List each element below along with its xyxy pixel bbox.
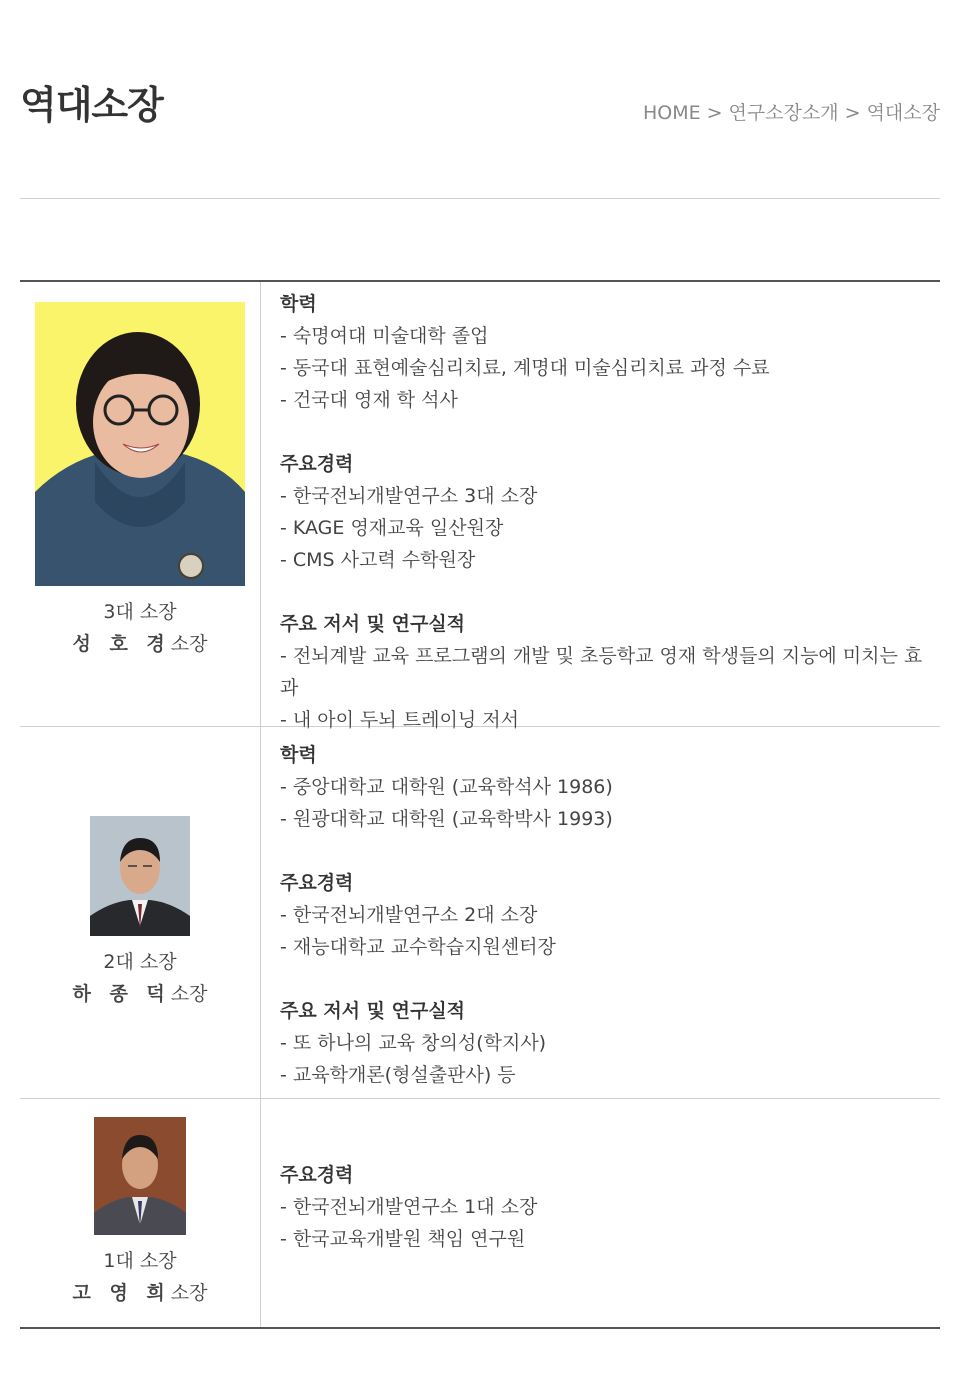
director-title: 소장: [170, 633, 208, 655]
director-profile: [20, 727, 261, 1098]
works-item: - 또 하나의 교육 창의성(학지사): [280, 1032, 547, 1054]
director-caption: [72, 1245, 207, 1309]
director-name: 성 호 경: [72, 633, 171, 655]
director-caption: [72, 596, 207, 660]
career-heading: 주요경력: [280, 872, 354, 894]
director-order: 3대 소장: [103, 601, 177, 623]
career-heading: 주요경력: [280, 1164, 354, 1186]
education-item: - 중앙대학교 대학원 (교육학석사 1986): [280, 776, 613, 798]
works-heading: 주요 저서 및 연구실적: [280, 613, 466, 635]
career-item: - 한국전뇌개발연구소 2대 소장: [280, 904, 538, 926]
education-heading: 학력: [280, 744, 317, 766]
career-item: - CMS 사고력 수학원장: [280, 549, 476, 571]
breadcrumb-home[interactable]: HOME: [642, 102, 701, 124]
director-photo: [35, 302, 245, 586]
director-caption: [72, 946, 207, 1010]
breadcrumb-separator: >: [706, 102, 723, 124]
director-details: [261, 1099, 940, 1327]
director-photo: [90, 816, 190, 936]
breadcrumb: [643, 98, 940, 125]
director-photo: [94, 1117, 186, 1235]
career-heading: 주요경력: [280, 453, 354, 475]
page-title: 역대소장: [20, 83, 163, 127]
director-details: [261, 282, 940, 731]
director-row: [20, 1099, 940, 1327]
education-heading: 학력: [280, 293, 317, 315]
education-item: - 숙명여대 미술대학 졸업: [280, 325, 489, 347]
header-divider: [20, 198, 940, 199]
director-title: 소장: [170, 1282, 208, 1304]
director-title: 소장: [170, 982, 208, 1005]
director-name: 고 영 희: [72, 1282, 171, 1304]
works-item: - 내 아이 두뇌 트레이닝 저서: [280, 709, 519, 731]
director-name: 하 종 덕: [72, 982, 171, 1005]
career-item: - 한국전뇌개발연구소 3대 소장: [280, 485, 538, 507]
directors-table: [20, 280, 940, 1329]
works-heading: 주요 저서 및 연구실적: [280, 1000, 466, 1022]
breadcrumb-separator: >: [844, 102, 861, 124]
works-item: - 전뇌계발 교육 프로그램의 개발 및 초등학교 영재 학생들의 지능에 미치는 효과: [280, 645, 923, 699]
director-order: 2대 소장: [103, 950, 177, 973]
director-row: [20, 727, 940, 1099]
education-item: - 원광대학교 대학원 (교육학박사 1993): [280, 808, 613, 830]
breadcrumb-current: 역대소장: [866, 102, 940, 124]
director-details: [261, 727, 940, 1098]
career-item: - 한국교육개발원 책임 연구원: [280, 1228, 526, 1250]
career-item: - 한국전뇌개발연구소 1대 소장: [280, 1196, 538, 1218]
career-item: - 재능대학교 교수학습지원센터장: [280, 936, 556, 958]
education-item: - 건국대 영재 학 석사: [280, 389, 458, 411]
breadcrumb-parent[interactable]: 연구소장소개: [728, 102, 839, 124]
director-row: [20, 282, 940, 731]
education-item: - 동국대 표현예술심리치료, 계명대 미술심리치료 과정 수료: [280, 357, 770, 379]
director-profile: [20, 1099, 261, 1327]
director-profile: [20, 282, 261, 726]
director-order: 1대 소장: [103, 1250, 177, 1272]
career-item: - KAGE 영재교육 일산원장: [280, 517, 504, 539]
works-item: - 교육학개론(형설출판사) 등: [280, 1064, 516, 1086]
